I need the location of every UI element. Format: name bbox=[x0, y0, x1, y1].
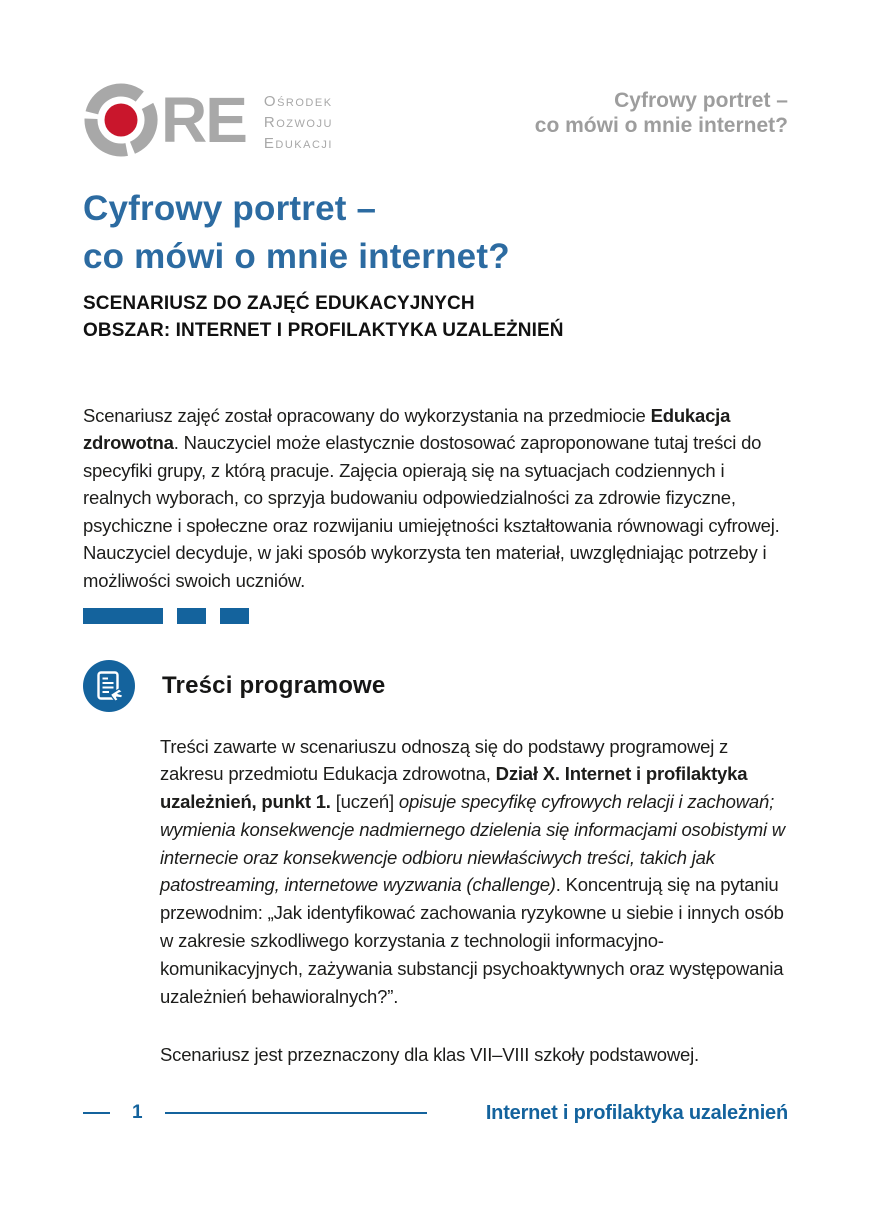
page-number: 1 bbox=[132, 1102, 143, 1123]
logo-org-line: Ośrodek bbox=[263, 92, 333, 110]
page-title-line: Cyfrowy portret – bbox=[83, 189, 377, 228]
footer-dash-line bbox=[83, 1112, 110, 1115]
running-header-line: Cyfrowy portret – bbox=[614, 89, 788, 112]
target-audience-note: Scenariusz jest przeznaczony dla klas VII–VIII szkoły podstawowej. bbox=[160, 1043, 699, 1065]
ore-logo bbox=[83, 82, 333, 158]
page-subtitle bbox=[83, 290, 564, 344]
footer-rule-line bbox=[165, 1112, 427, 1115]
running-header-title bbox=[535, 82, 788, 138]
intro-emphasis: Edukacja zdrowotna bbox=[83, 404, 731, 454]
footer-chapter-title: Internet i profilaktyka uzależnień bbox=[485, 1101, 788, 1124]
document-checklist-icon bbox=[83, 660, 135, 712]
page-subtitle-line: OBSZAR: INTERNET I PROFILAKTYKA UZALEŻNIEŃ bbox=[83, 320, 564, 341]
intro-lead: Scenariusz zajęć został opracowany do wykorzystania na przedmiocie bbox=[83, 404, 651, 426]
decorative-bar-short bbox=[177, 608, 206, 624]
ore-logo-o-icon bbox=[83, 82, 159, 158]
intro-rest: . Nauczyciel może elastycznie dostosować zaproponowane tutaj treści do specyfiki grupy, z którą pracuje. Zajęcia opierają się na sytuacjach codziennych i realnych wyborach, co sprzyja budowaniu odpowiedzialności za zdrowie fizyczne, psychiczne i społeczne oraz rozwijaniu umiejętności kształtowania równowagi cyfrowej. Nauczyciel decyduje, w jaki sposób wykorzysta ten materiał, uwzględniając potrzeby i możliwości swoich uczniów. bbox=[83, 432, 780, 592]
logo-org-line: Edukacji bbox=[263, 134, 333, 152]
ore-logo-letters bbox=[83, 82, 246, 158]
ore-logo-red-dot bbox=[105, 104, 138, 137]
intro-paragraph bbox=[83, 402, 790, 595]
decorative-bar-short bbox=[220, 608, 249, 624]
ore-logo-re-text: RE bbox=[161, 84, 246, 156]
page-title bbox=[83, 185, 510, 281]
page-subtitle-line: SCENARIUSZ DO ZAJĘĆ EDUKACYJNYCH bbox=[83, 293, 475, 314]
decorative-bars bbox=[83, 608, 249, 624]
section-lead: Treści zawarte w scenariuszu odnoszą się do podstawy programowej z zakresu przedmiotu Edukacja zdrowotna, bbox=[160, 735, 729, 785]
section-header-tresci-programowe bbox=[83, 660, 385, 712]
section-rest: . Koncentrują się na pytaniu przewodnim: „Jak identyfikować zachowania ryzykowne u siebie i innych osób w zakresie szkodliwego korzystania z technologii informacyjno-komunikacyjnych, zażywania substancji psychoaktywnych oraz występowania uzależnień behawioralnych?”. bbox=[160, 874, 784, 1007]
decorative-bar-long bbox=[83, 608, 163, 624]
curriculum-quote: opisuje specyfikę cyfrowych relacji i zachowań; wymienia konsekwencje nadmiernego dzielenia się informacjami osobistymi w internecie oraz konsekwencje odbioru niewłaściwych treści, takich jak patostreaming, internetowe wyzwania (challenge) bbox=[160, 791, 785, 896]
running-header-line: co mówi o mnie internet? bbox=[534, 114, 788, 137]
section-title: Treści programowe bbox=[162, 672, 386, 699]
page-header bbox=[83, 82, 788, 158]
section-body-paragraph bbox=[160, 733, 792, 1011]
page-footer bbox=[83, 1100, 788, 1126]
ore-logo-org-name bbox=[264, 87, 333, 154]
student-note: [uczeń] bbox=[330, 791, 399, 813]
curriculum-reference: Dział X. Internet i profilaktyka uzależnień, punkt 1. bbox=[160, 763, 748, 813]
page-title-line: co mówi o mnie internet? bbox=[83, 237, 510, 276]
logo-org-line: Rozwoju bbox=[263, 113, 333, 131]
